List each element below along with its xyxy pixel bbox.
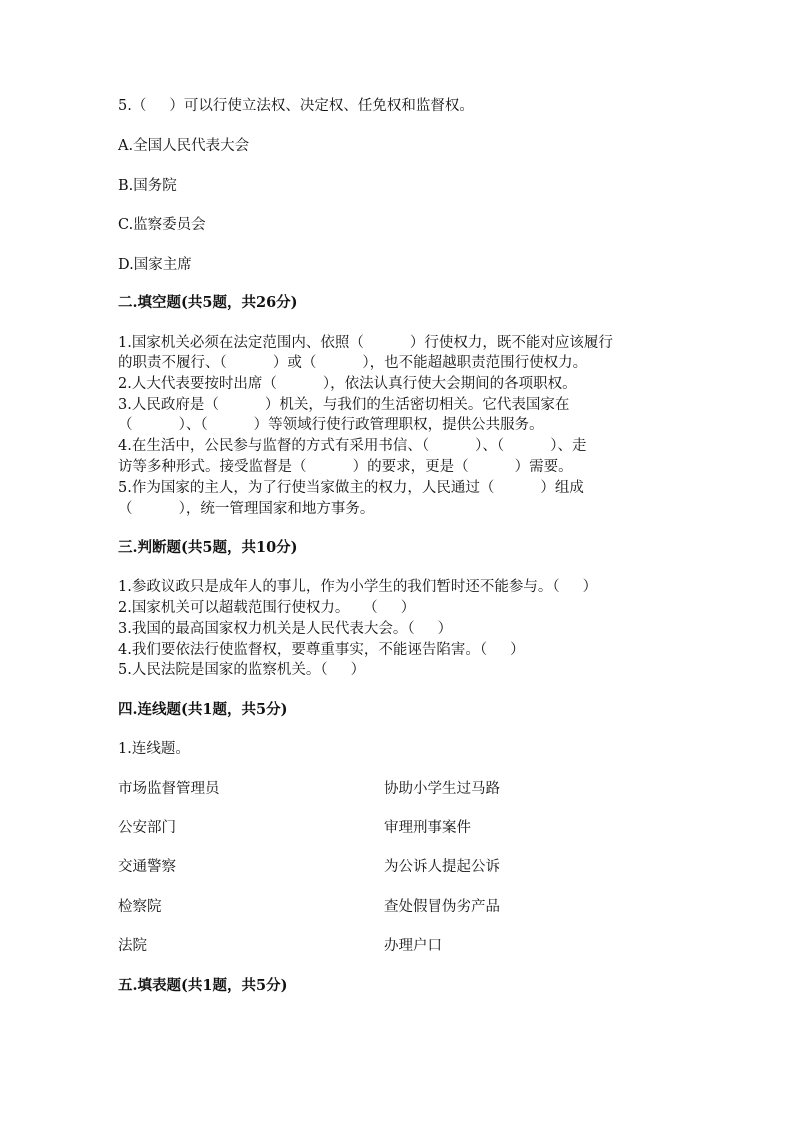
match-left-item: 公安部门 (118, 820, 176, 836)
fill-line: 的职责不履行、（ ）或（ ），也不能超越职责范围行使权力。 (118, 355, 588, 371)
match-right-item: 审理刑事案件 (384, 820, 471, 836)
match-right-item: 办理户口 (384, 938, 442, 954)
match-left-item: 市场监督管理员 (118, 781, 220, 797)
judge-line: 1.参政议政只是成年人的事儿，作为小学生的我们暂时还不能参与。（ ） (118, 579, 598, 595)
question-5-option-a: A.全国人民代表大会 (118, 138, 250, 154)
section-match-heading: 四.连线题(共1题，共5分) (118, 701, 288, 718)
question-5-stem: 5.（ ）可以行使立法权、决定权、任免权和监督权。 (118, 98, 474, 114)
match-left-item: 交通警察 (118, 859, 176, 875)
section-fill-heading: 二.填空题(共5题，共26分) (118, 294, 298, 311)
question-5-option-d: D.国家主席 (118, 257, 192, 273)
match-question: 1.连线题。 (118, 741, 190, 757)
fill-line: 2.人大代表要按时出席（ ），依法认真行使大会期间的各项职权。 (118, 376, 577, 392)
fill-line: 1.国家机关必须在法定范围内、依照（ ）行使权力，既不能对应该履行 (118, 335, 613, 351)
judge-line: 2.国家机关可以超载范围行使权力。 （ ） (118, 600, 416, 616)
fill-line: 5.作为国家的主人，为了行使当家做主的权力，人民通过（ ）组成 (118, 480, 584, 496)
question-5-option-c: C.监察委员会 (118, 217, 206, 233)
judge-line: 4.我们要依法行使监督权，要尊重事实，不能诬告陷害。（ ） (118, 642, 525, 658)
fill-line: 3.人民政府是（ ）机关，与我们的生活密切相关。它代表国家在 (118, 397, 570, 413)
question-5-option-b: B.国务院 (118, 178, 177, 194)
match-left-item: 检察院 (118, 899, 162, 915)
fill-line: （ ）、（ ）等领域行使行政管理职权，提供公共服务。 (118, 417, 544, 433)
judge-line: 5.人民法院是国家的监察机关。（ ） (118, 662, 366, 678)
section-judge-heading: 三.判断题(共5题，共10分) (118, 539, 298, 556)
judge-line: 3.我国的最高国家权力机关是人民代表大会。（ ） (118, 621, 453, 637)
fill-line: 访等多种形式。接受监督是（ ）的要求，更是（ ）需要。 (118, 459, 573, 475)
section-table-heading: 五.填表题(共1题，共5分) (118, 977, 288, 994)
match-right-item: 协助小学生过马路 (384, 781, 500, 797)
fill-line: （ ），统一管理国家和地方事务。 (118, 501, 375, 517)
fill-line: 4.在生活中，公民参与监督的方式有采用书信、（ ）、（ ）、走 (118, 438, 587, 454)
match-left-item: 法院 (118, 938, 147, 954)
match-right-item: 为公诉人提起公诉 (384, 859, 500, 875)
match-right-item: 查处假冒伪劣产品 (384, 899, 500, 915)
